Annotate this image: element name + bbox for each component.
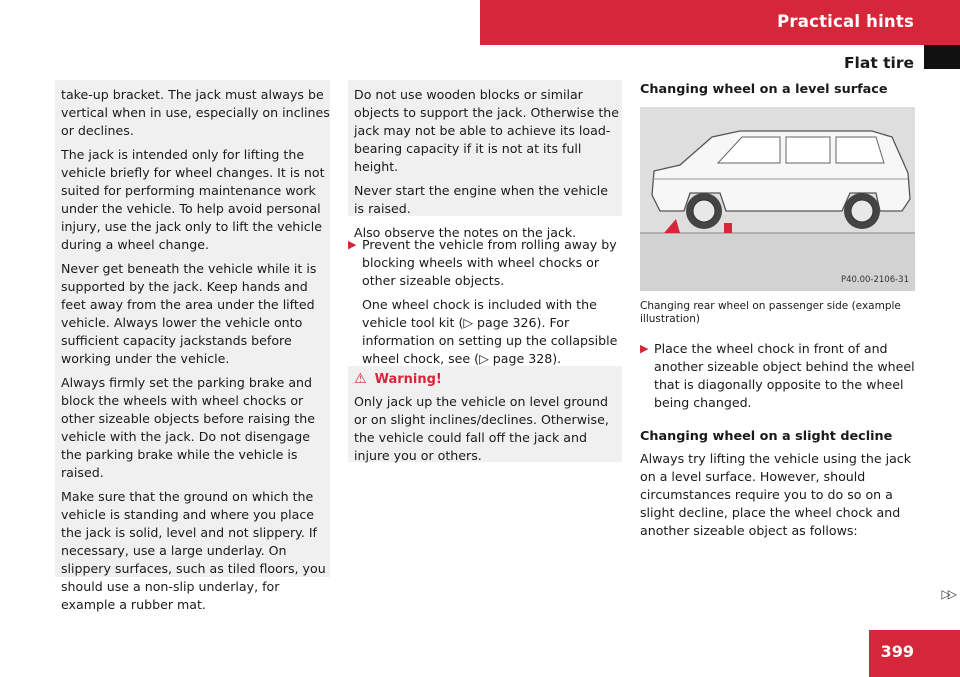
paragraph: Also observe the notes on the jack. <box>354 225 577 240</box>
wheel-chock-instructions <box>348 236 622 374</box>
paragraph: Make sure that the ground on which the vehicle is standing and where you place the jack is solid, level and not slippery. If necessary, use a large underlay. On slippery surfaces, such as tiled floors, you should use a non-slip underlay, for example a rubber mat. <box>61 489 326 612</box>
heading-slight-decline: Changing wheel on a slight decline <box>640 429 893 444</box>
paragraph: Do not use wooden blocks or similar objects to support the jack. Otherwise the jack may not be able to achieve its load-bearing capacity if it is not at its full height. <box>354 87 620 174</box>
paragraph: Never start the engine when the vehicle is raised. <box>354 183 609 216</box>
header-marker <box>924 45 960 69</box>
paragraph: The jack is intended only for lifting the vehicle briefly for wheel changes. It is not suited for performing maintenance work under the vehicle. To help avoid personal injury, use the jack only to lift the vehicle during a wheel change. <box>61 147 325 252</box>
paragraph: take-up bracket. The jack must always be vertical when in use, especially on inclines or declines. <box>61 87 330 138</box>
chock-placement-step <box>640 340 918 412</box>
car-on-jack-illustration <box>640 107 915 291</box>
heading-level-surface: Changing wheel on a level surface <box>640 82 888 97</box>
warning-text: Only jack up the vehicle on level ground or on slight inclines/declines. Otherwise, the vehicle could fall off the jack and injure you or others. <box>354 394 609 463</box>
warning-heading <box>354 370 622 389</box>
paragraph: Never get beneath the vehicle while it is supported by the jack. Keep hands and feet away from the area under the lifted vehicle. Always lower the vehicle onto sufficient capacity jackstands before working under the vehicle. <box>61 261 317 366</box>
jack-notes-box <box>348 80 622 240</box>
instruction-step <box>640 340 918 412</box>
paragraph: Always firmly set the parking brake and block the wheels with wheel chocks or other sizeable objects before raising the vehicle with the jack. Do not disengage the parking brake while the vehicle is raised. <box>61 375 315 480</box>
page-number-box <box>869 630 960 677</box>
step-detail: One wheel chock is included with the vehicle tool kit (▷ page 326). For information on setting up the collapsible wheel chock, see (▷ page 328). <box>362 297 618 366</box>
image-caption: Changing rear wheel on passenger side (example illustration) <box>640 300 901 325</box>
warning-box <box>348 366 622 462</box>
suv-illustration <box>640 107 915 291</box>
continued-arrows-icon: ▷▷ <box>941 587 954 601</box>
instruction-step <box>348 236 622 290</box>
subsection-title: Flat tire <box>843 54 914 72</box>
step-arrow-icon: ▶ <box>348 238 357 251</box>
section-header-bar <box>480 0 960 45</box>
jack-safety-box <box>55 80 330 612</box>
section-title: Practical hints <box>777 12 914 31</box>
warning-title: Warning! <box>374 372 442 387</box>
warning-triangle-icon: ⚠ <box>354 371 367 387</box>
image-code: P40.00-2106-31 <box>840 275 909 285</box>
step-text: Prevent the vehicle from rolling away by blocking wheels with wheel chocks or other sizeable objects. <box>362 237 617 288</box>
decline-paragraph: Always try lifting the vehicle using the jack on a level surface. However, should circumstances require you to do so on a slight decline, place the wheel chock and another sizeable object as follows: <box>640 451 911 538</box>
page-number: 399 <box>880 642 914 661</box>
step-arrow-icon: ▶ <box>640 342 649 355</box>
step-text: Place the wheel chock in front of and another sizeable object behind the wheel that is diagonally opposite to the wheel being changed. <box>654 341 915 410</box>
